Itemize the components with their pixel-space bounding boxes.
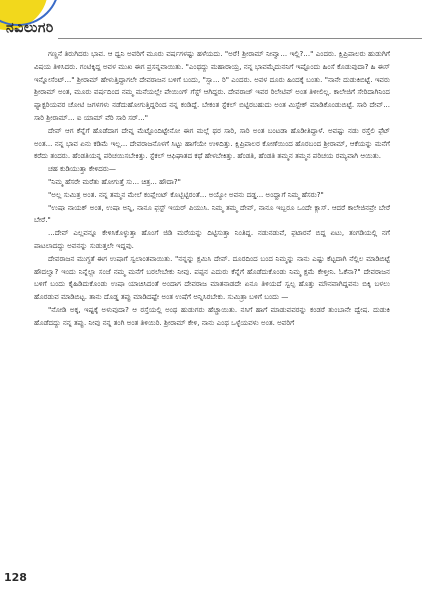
paragraph: ಗಣ್ಣನೆ ತಿರುಗಿದರು ಭಾವ. ಆ ಧ್ವನಿ ಅವರಿಗೆ ಮೂರು ವರ್ಷಗಳಷ್ಟು ಹಳೆಯದು. "ಅರೆ! ಶ್ರೀರಾಮ್ ನೀವ್ವಾ... ಇಲ್ಲಿ?..." ಎಂದರು. ಕ್ಷಿಪ್ರಿಪಾಲರು ಹುಡುಗಿಗೆ ವಿಷಯ ತಿಳಿಸಿದರು. ಗಂಟಿಕ್ಕಿದ್ದ ಅವಳ ಮುಖ ಈಗ ಪ್ರಸನ್ನವಾಯಿತು. "ಎಂಥದ್ದು ಮಹಾರಾಯ್ರ, ನನ್ನ ಭಾವಮೈದುನನಿಗೆ ಇಷ್ಟೊಂದು ಹಿಂಸೆ ಕೊಡುವುದಾ? ಹಿ ಈಸ್ ಇನ್ನೋಸೆಂಟ್..." ಶ್ರೀರಾಮ್ ಹೇಳುತ್ತಿದ್ದಾಗಲೇ ದೇವರಾಜನ ಬಳಿಗೆ ಬಂದು, "ಸ್ಸಾ... ರಿ" ಎಂದರು. ಅವಳ ದೂರು ಹಿಂದಕ್ಕೆ ಬಂತು. "ನಾನೇ ದುಡುಕಿಬಿಟ್ಟೆ. ಇವರು ಶ್ರೀರಾಮ್ ಅಂತ, ಮೂರು ವರ್ಷದಿಂದ ನಮ್ಮ ಮನೆಯಲ್ಲೇ ಪೇಯಿಂಗ್ ಗೆಸ್ಟ್ ಆಗಿದ್ದರು. ದೇವರಾಜ್ ಇವರ ರಿಲೇಟಿವ್ ಅಂತ ತಿಳೀಲಿಲ್ಲ. ಕಾಲೇಜಿಗೆ ಸೇರಿದಾಗಿನಿಂದ ಫ್ಯಾಕ್ಟರಿಯವರ ಚೋಟಿ ಜಗಳಗಳು ನಡೆದುಹೋಗುತ್ತಿದ್ದರಿಂದ ನನ್ನ ಕಂಡಿದ್ದೆ. ಬೇಕಂತ ಸ್ಟೆಕಲ್ ಬಿಟ್ಟಿರಬಹುದು ಅಂತ ಮಿಸ್ಟೇಕ್ ಮಾಡಿಕೊಂಡುಬಿಟ್ಟೆ. ಸಾರಿ ದೇವ್... ಸಾರಿ ಶ್ರೀರಾಮ್... ಐ ಯಾಮ್ ವೆರಿ ಸಾರಿ ಸರ್..." [34, 49, 390, 122]
paragraph: "ಉಷಾ ನಾಯಕ್ ಅಂತ, ಉಷಾ ಅನ್ನಿ, ನಾನೂ ಫ಼ಸ್ಟ್ ಇಯರ್ ಪಿಯುಸಿ. ನಿಮ್ಮ ತಮ್ಮ ದೇವ್, ನಾನೂ ಇಬ್ಬರೂ ಒಂದೇ ಕ್ಲಾಸ್. ಆದರೆ ಕಾಲೇಜಿನವ್ರೇ ಬೇರೆ ಬೇರೆ." [34, 202, 390, 225]
page-header [0, 0, 422, 46]
paragraph: ದೇವರಾಜನ ಮುಗ್ಧತೆ ಈಗ ಉಷಾಗೆ ಸ್ವಲಾಂತವಾಯಿತು. "ನನ್ನನ್ನು ಕ್ಷಮಿಸಿ ದೇವ್. ದೂರದಿಂದ ಬಂದ ನಿಮ್ಮನ್ನು ನಾನು ಎಷ್ಟು ಕೆಟ್ಟದಾಗಿ ನೆಲ್ಲಿಲ ಮಾಡಿಬಿಟ್ಟೆ ಹೌದಲ್ವಾ? ಇಂದು ನಿನ್ನೆಲ್ಲಾ ಸಂಜೆ ನಮ್ಮ ಮನೆಗೆ ಬರಲೇಬೇಕು ನೀವು. ಪಪ್ಪನ ಎದುರು ಕೆನ್ನೆಗೆ ಹೊಡೆದುಕೊಂಡು ನಿಮ್ಮ ಕ್ಷಮೆ ಕೇಳ್ತೀನಿ. ಓಕೆನಾ?" ದೇವರಾಜನ ಬಳಿಗೆ ಬಂದು ಕೈಹಿಡಿದುಕೊಂಡು ಉಷಾ ಯಾಚಿಸಿದಂತೆ ಅಂದಾಗ ದೇವರಾಜ ಮಾತನಾಡದೇ ಏನೂ ತಿಳಿಯದೆ ಸ್ವಲ್ಪ ಹೊತ್ತು ಮೌನವಾಗಿದ್ದವನು ಬಿಕ್ಕಿ ಬಳಲು ಹೊರಡುವ ಮಾಡಿಬಿಟ್ಟ. ತಾನು ದೊಡ್ಡ ತಪ್ಪು ಮಾಡಿದಷ್ಟೇ ಅಂತ ಉಷೆಗೆ ಅನ್ನಿಸಿರಬೇಕು. ಸುಮಿತ್ರಾ ಬಳಿಗೆ ಬಂದು — [34, 253, 390, 302]
paragraph: "ನಿಮ್ಮ ಹೆಸರೇ ಮರೆತು ಹೋಗುತ್ತೆ ಸು... ಚಿತ್ರ... ಹೌದಾ?" [48, 176, 181, 186]
header-divider [58, 38, 422, 39]
running-head-title: ನವಿಲುಗರಿ [6, 20, 54, 36]
paragraph: "ಅಲ್ಲ ಸುಮಿತ್ರ ಅಂತ. ನನ್ನ ತಮ್ಮನ ಮೇಲೆ ಕಂಪ್ಲೇಂಟ್ ಕೊಟ್ಬಿಟ್ಟಿರಂತೆ... ಅಯ್ಯೋ ಅವನು ದಡ್ಡ... ಅಂದ್ಹಾಗೆ ನಿಮ್ಮ ಹೆಸರು?" [48, 189, 324, 199]
paragraph: ದೇವ್ ಆಗ ಕೆನ್ನೆಗೆ ಹೊಡೆದಾಗ ದೇವ್ನ ಮೆಟ್ಟೊಂದಿಟ್ಟೇನೋ ಈಗ ಮಲ್ಲೆ ಥರ ಸಾರಿ, ಸಾರಿ ಅಂತ ಬಂಟಡಾ ಹೊಡೀತಿದ್ದಾಳೆ. ಅವಷ್ಟು ನಡು ರಸ್ತೆಲಿ ಫ಼ೆಟ್ ಅಂತ... ನನ್ನ ಭಾವ ಏನು ಕಡಿಮೆ ಇಲ್ಲ... ದೇವರಾಜನೊಳಗೆ ಸಿಟ್ಟು ಹಾಗೆಯೇ ಉಳಿದಿತ್ತು. ಕ್ಷಿಪ್ರಿಪಾಲರ ಕೋಣೆಯಿಂದ ಹೊರಬಂದ ಶ್ರೀರಾಮ್, ಆಕೆಯನ್ನು ಮನೆಗೆ ಕರೆದು ತಂದರು. ಹೆಂಡತಿಯನ್ನ ಪರಿಚಯಿಸಬೇಕಿತ್ತು. ಸ್ಟೆಕಲ್ ಆಫಿಘಾತದ ಕಥೆ ಹೇಳಬೇಕಿತ್ತು. ಹೆಂಡತಿ, ಹೆಂಡತಿ ತಮ್ಮನ ತಮ್ಮನ ಪರಿಚಯ ರಮ್ಯವಾಗಿ ಆಯಿತು. [34, 125, 390, 161]
paragraph: ...ದೇವ್ ಎಲ್ಲವನ್ನೂ ಕೇಳಿಸಿಕೊಳ್ಳುತ್ತಾ ಹೊಂಗೆ ಜಿಡಿ ಮರೆಯನ್ನು ದಿಟ್ಟಿಸುತ್ತಾ ನಿಂತಿದ್ದ. ನಡುನಡುವೆ, ಫ಼ಟಾರನೆ ಬಿದ್ದ ಏಟು, ತಂಗಡಿಯಲ್ಲಿ ನಗೆ ಪಾಟಲಾದದ್ದು ಅವನನ್ನು ಸುಡುತ್ತಲೇ ಇದ್ದವು. [34, 228, 390, 250]
paragraph: ಚಹ ಕುಡಿಯುತ್ತಾ ಕೇಳಿದರು— [48, 164, 116, 174]
page-number: 128 [4, 571, 27, 584]
paragraph: "ನೋಡಿ ಅಕ್ಕ, ಇಷ್ಟಕ್ಕೆ ಅಳುವುದಾ? ಆ ರಸ್ತೆಯಲ್ಲಿ ಅಂಥ ಹುಡುಗರು ಹೆಚ್ಚಾಯಿತು. ನಸಿಗೆ ಹಾಗೆ ಮಾಡುವವರನ್ನು ಕಂಡರೆ ತುಂಬಾನೇ ದ್ವೇಷ. ದುಡುಕಿ ಹೊಡೆದದ್ದು ನನ್ನ ತಪ್ಪು. ನೀವು ನನ್ನ ತಂಗಿ ಅಂತ ತಿಳಿಯಿರಿ. ಶ್ರೀರಾಮ್ ಕೇಳಿ, ನಾನು ಎಂಥ ಒಳ್ಳೆಯವಳು ಅಂತ. ಅವರಿಗೆ [34, 304, 390, 327]
body-text [34, 48, 390, 584]
